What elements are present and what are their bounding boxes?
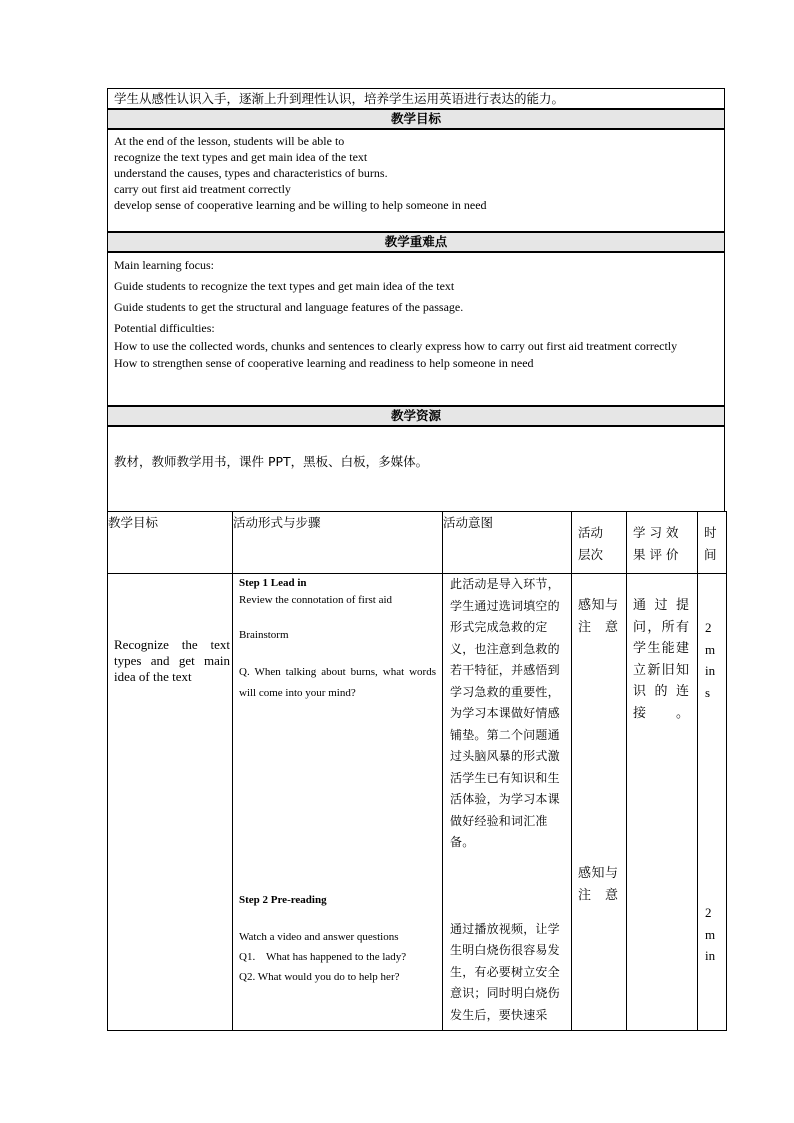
focus-item: Guide students to recognize the text types and get main idea of the text	[114, 279, 455, 293]
objective-line: At the end of the lesson, students will be able to	[114, 134, 345, 148]
difficulty-label: Potential difficulties:	[114, 321, 215, 335]
difficulty-item: How to strengthen sense of cooperative learning and readiness to help someone in need	[114, 356, 534, 370]
objective-text: Recognize the text types and get main idea of the text	[114, 637, 230, 684]
intent-cell	[443, 574, 572, 1031]
step2-line: Q2. What would you do to help her?	[239, 971, 400, 983]
difficulty-item: How to use the collected words, chunks and sentences to clearly express how to carry out first aid treatment correctly	[114, 339, 678, 353]
col-header: 教学目标	[108, 512, 233, 574]
intro-text: 学生从感性认识入手，逐渐上升到理性认识，培养学生运用英语进行表达的能力。	[114, 91, 565, 106]
col-header: 学习效果评价	[633, 525, 683, 562]
objectives-header: 教学目标	[107, 109, 725, 129]
step2-title: Step 2 Pre-reading	[239, 894, 327, 906]
step1-line: Q. When talking about burns, what words will come into your mind?	[239, 666, 436, 699]
col-header-level	[572, 512, 627, 574]
step1-line: Brainstorm	[239, 629, 289, 641]
step1-level: 感知与注意	[578, 598, 618, 635]
col-header: 活动层次	[578, 525, 604, 562]
time-cell	[698, 574, 727, 1031]
col-header: 活动形式与步骤	[233, 512, 443, 574]
resources-text: 教材，教师教学用书，课件 PPT，黑板、白板，多媒体。	[114, 454, 429, 469]
resources-body	[107, 426, 725, 512]
steps-cell	[233, 574, 443, 1031]
objective-cell	[108, 574, 233, 1031]
step2-line: Watch a video and answer questions	[239, 931, 399, 943]
lesson-table	[107, 511, 727, 1031]
col-header-time	[698, 512, 727, 574]
step1-line: Review the connotation of first aid	[239, 594, 393, 606]
focus-body	[107, 252, 725, 406]
step1-time: 2mins	[705, 620, 716, 700]
objective-line: develop sense of cooperative learning and be willing to help someone in need	[114, 198, 487, 212]
col-header-eval	[627, 512, 698, 574]
step2-time: 2min	[705, 905, 716, 963]
intro-row	[107, 88, 725, 109]
eval-cell	[627, 574, 698, 1031]
objective-line: understand the causes, types and characteristics of burns.	[114, 166, 388, 180]
step1-intent: 此活动是导入环节，学生通过选词填空的形式完成急救的定义，也注意到急救的若干特征，并感悟到学习急救的重要性，为学习本课做好情感铺垫。第二个问题通过头脑风暴的形式激活学生已有知识和生活体验，为学习本课做好经验和词汇准备。	[450, 577, 560, 849]
col-header: 时间	[704, 525, 717, 562]
focus-main-label: Main learning focus:	[114, 258, 214, 272]
step1-title: Step 1 Lead in	[239, 577, 307, 589]
step1-eval: 通过提问，所有学生能建立新旧知识的连接。	[633, 598, 689, 721]
step2-level: 感知与注意	[578, 866, 618, 903]
objectives-body	[107, 129, 725, 232]
objective-line: carry out first aid treatment correctly	[114, 182, 291, 196]
objective-line: recognize the text types and get main idea of the text	[114, 150, 368, 164]
step2-intent: 通过播放视频，让学生明白烧伤很容易发生，有必要树立安全意识；同时明白烧伤发生后，要快速采	[450, 921, 560, 1022]
step2-line: Q1. What has happened to the lady?	[239, 951, 407, 963]
level-cell	[572, 574, 627, 1031]
resources-header: 教学资源	[107, 406, 725, 426]
col-header: 活动意图	[443, 512, 572, 574]
focus-item: Guide students to get the structural and language features of the passage.	[114, 300, 464, 314]
focus-header: 教学重难点	[107, 232, 725, 252]
